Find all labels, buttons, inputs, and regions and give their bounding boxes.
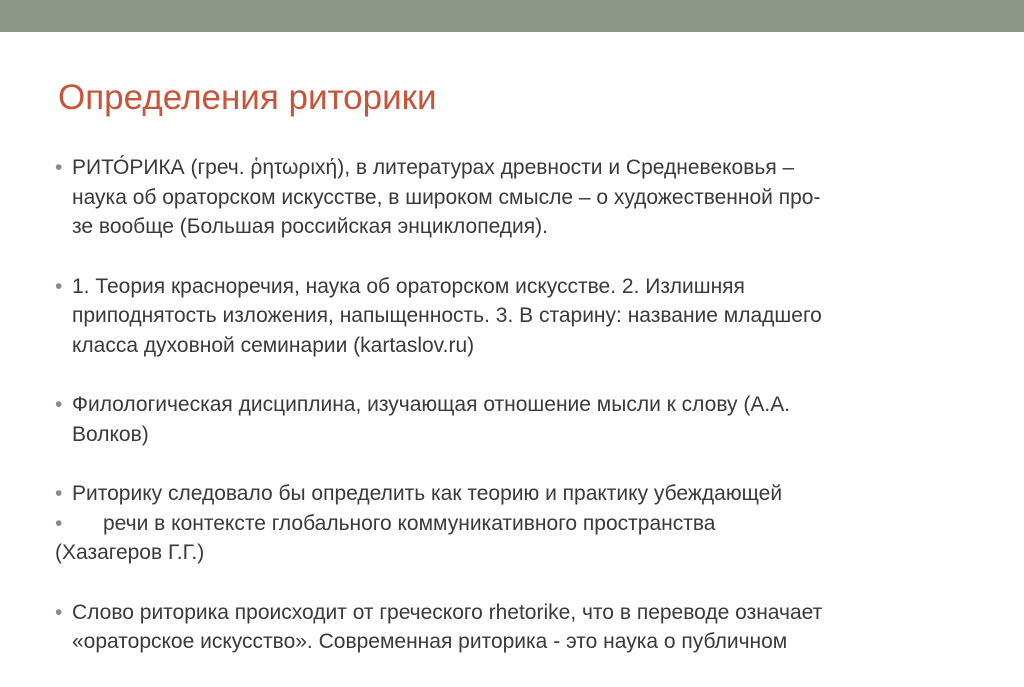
text-line: зе вообще (Большая российская энциклопедия). (72, 215, 548, 238)
text-line: приподнятость изложения, напыщенность. 3. В старину: название младшего (72, 304, 822, 327)
bullet-icon: • (55, 393, 63, 416)
bullet-icon: • (55, 274, 63, 298)
text-line: РИТО́РИКА (греч. ῥητωριxή), в литературах древности и Средневековья – (72, 156, 795, 179)
bullet-icon: • (55, 482, 63, 505)
text-line: Слово риторика происходит от греческого rhetorike, что в переводе означает (72, 600, 823, 624)
text-line: Риторику следовало бы определить как теорию и практику убеждающей (72, 482, 783, 505)
text-line: (Хазагеров Г.Г.) (55, 541, 205, 564)
bullet-icon: • (55, 156, 63, 179)
text-line: Филологическая дисциплина, изучающая отношение мысли к слову (А.А. (72, 393, 791, 416)
top-accent-bar (0, 0, 1024, 32)
slide-body (55, 153, 985, 687)
bullet-item (55, 598, 985, 657)
bullet-item (55, 153, 985, 242)
slide-title: Определения риторики (58, 78, 437, 117)
text-line: класса духовной семинарии (kartaslov.ru) (72, 333, 475, 357)
text-line: 1. Теория красноречия, наука об ораторском искусстве. 2. Излишняя (72, 274, 745, 298)
bullet-item (55, 272, 985, 361)
bullet-item (55, 390, 985, 449)
bullet-item (55, 479, 985, 509)
text-line: наука об ораторском искусстве, в широком смысле – о художественной про- (72, 185, 821, 209)
bullet-icon: • (55, 600, 63, 624)
bullet-icon: • (55, 511, 63, 535)
text-line: Волков) (72, 422, 149, 446)
bullet-item (55, 509, 985, 568)
text-line: «ораторское искусство». Современная риторика - это наука о публичном (72, 630, 788, 653)
text-line: речи в контексте глобального коммуникативного пространства (103, 511, 716, 535)
